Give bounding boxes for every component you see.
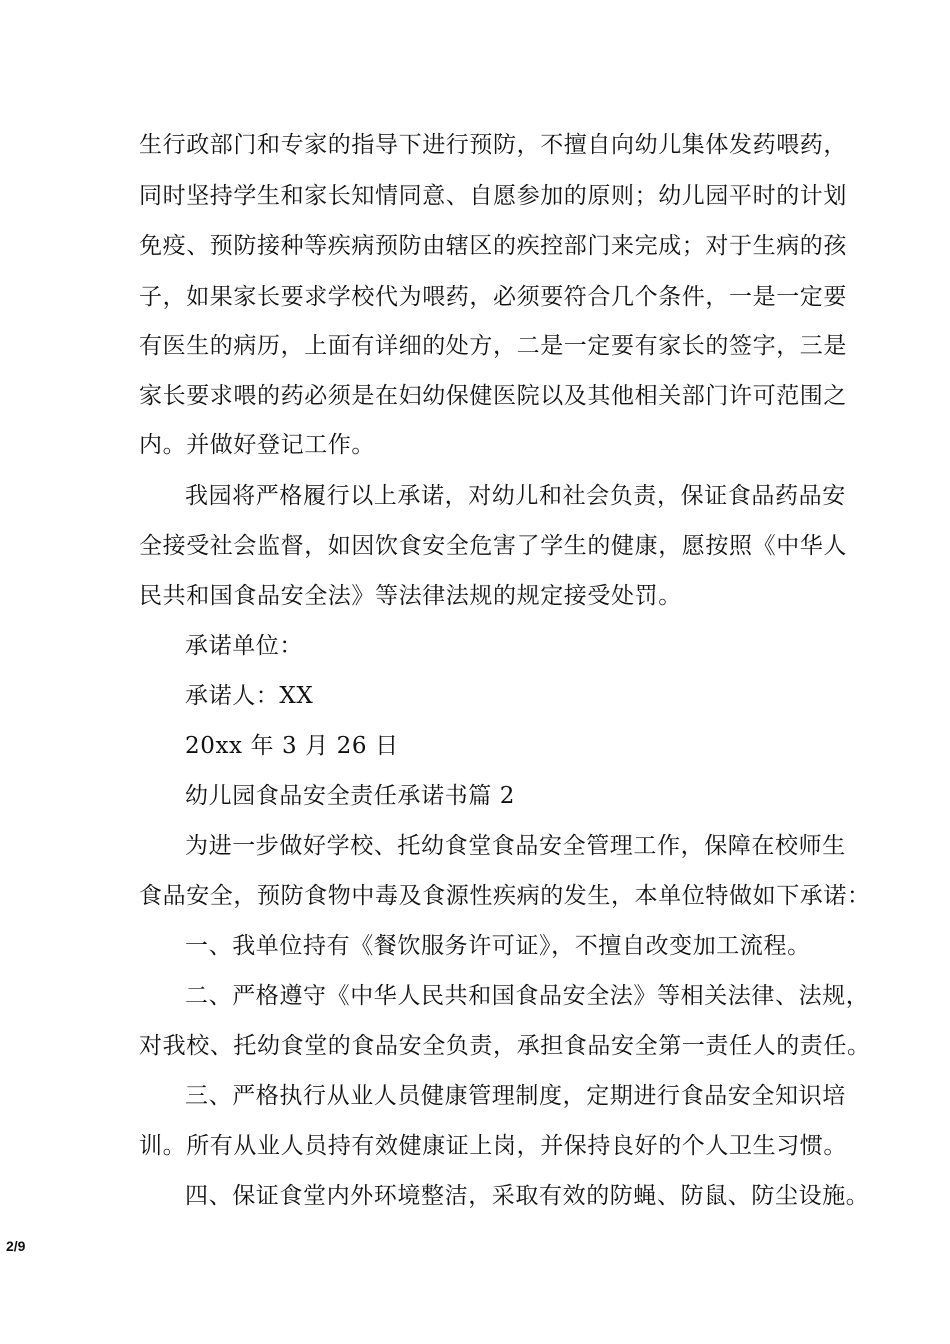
text-line: 有医生的病历，上面有详细的处方，二是一定要有家长的签字，三是 — [139, 333, 847, 359]
signing-unit: 承诺单位： — [185, 633, 303, 659]
text-line: 生行政部门和专家的指导下进行预防，不擅自向幼儿集体发药喂药， — [139, 132, 847, 158]
text-line: 食品安全，预防食物中毒及食源性疾病的发生，本单位特做如下承诺： — [139, 883, 871, 909]
list-item: 三、严格执行从业人员健康管理制度，定期进行食品安全知识培 — [185, 1083, 846, 1109]
section-title: 幼儿园食品安全责任承诺书篇 2 — [185, 783, 515, 809]
text-line: 全接受社会监督，如因饮食安全危害了学生的健康，愿按照《中华人 — [139, 533, 847, 559]
text-line: 子，如果家长要求学校代为喂药，必须要符合几个条件，一是一定要 — [139, 284, 847, 310]
list-item: 四、保证食堂内外环境整洁，采取有效的防蝇、防鼠、防尘设施。 — [185, 1183, 870, 1209]
text-line: 训。所有从业人员持有效健康证上岗，并保持良好的个人卫生习惯。 — [139, 1133, 847, 1159]
text-line: 内。并做好登记工作。 — [139, 432, 375, 458]
text-line: 民共和国食品安全法》等法律法规的规定接受处罚。 — [139, 583, 682, 609]
page-number: 2/9 — [6, 1238, 26, 1254]
text-line: 家长要求喂的药必须是在妇幼保健医院以及其他相关部门许可范围之 — [139, 383, 847, 409]
paragraph-first-line: 我园将严格履行以上承诺，对幼儿和社会负责，保证食品药品安 — [185, 483, 846, 509]
list-item: 二、严格遵守《中华人民共和国食品安全法》等相关法律、法规， — [185, 983, 870, 1009]
list-item: 一、我单位持有《餐饮服务许可证》，不擅自改变加工流程。 — [185, 933, 811, 959]
date: 20xx 年 3 月 26 日 — [185, 733, 399, 759]
text-line: 免疫、预防接种等疾病预防由辖区的疾控部门来完成；对于生病的孩 — [139, 233, 847, 259]
signatory: 承诺人：XX — [185, 683, 314, 709]
text-line: 对我校、托幼食堂的食品安全负责，承担食品安全第一责任人的责任。 — [139, 1033, 871, 1059]
text-line: 同时坚持学生和家长知情同意、自愿参加的原则；幼儿园平时的计划 — [139, 183, 847, 209]
paragraph-first-line: 为进一步做好学校、托幼食堂食品安全管理工作，保障在校师生 — [185, 833, 846, 859]
